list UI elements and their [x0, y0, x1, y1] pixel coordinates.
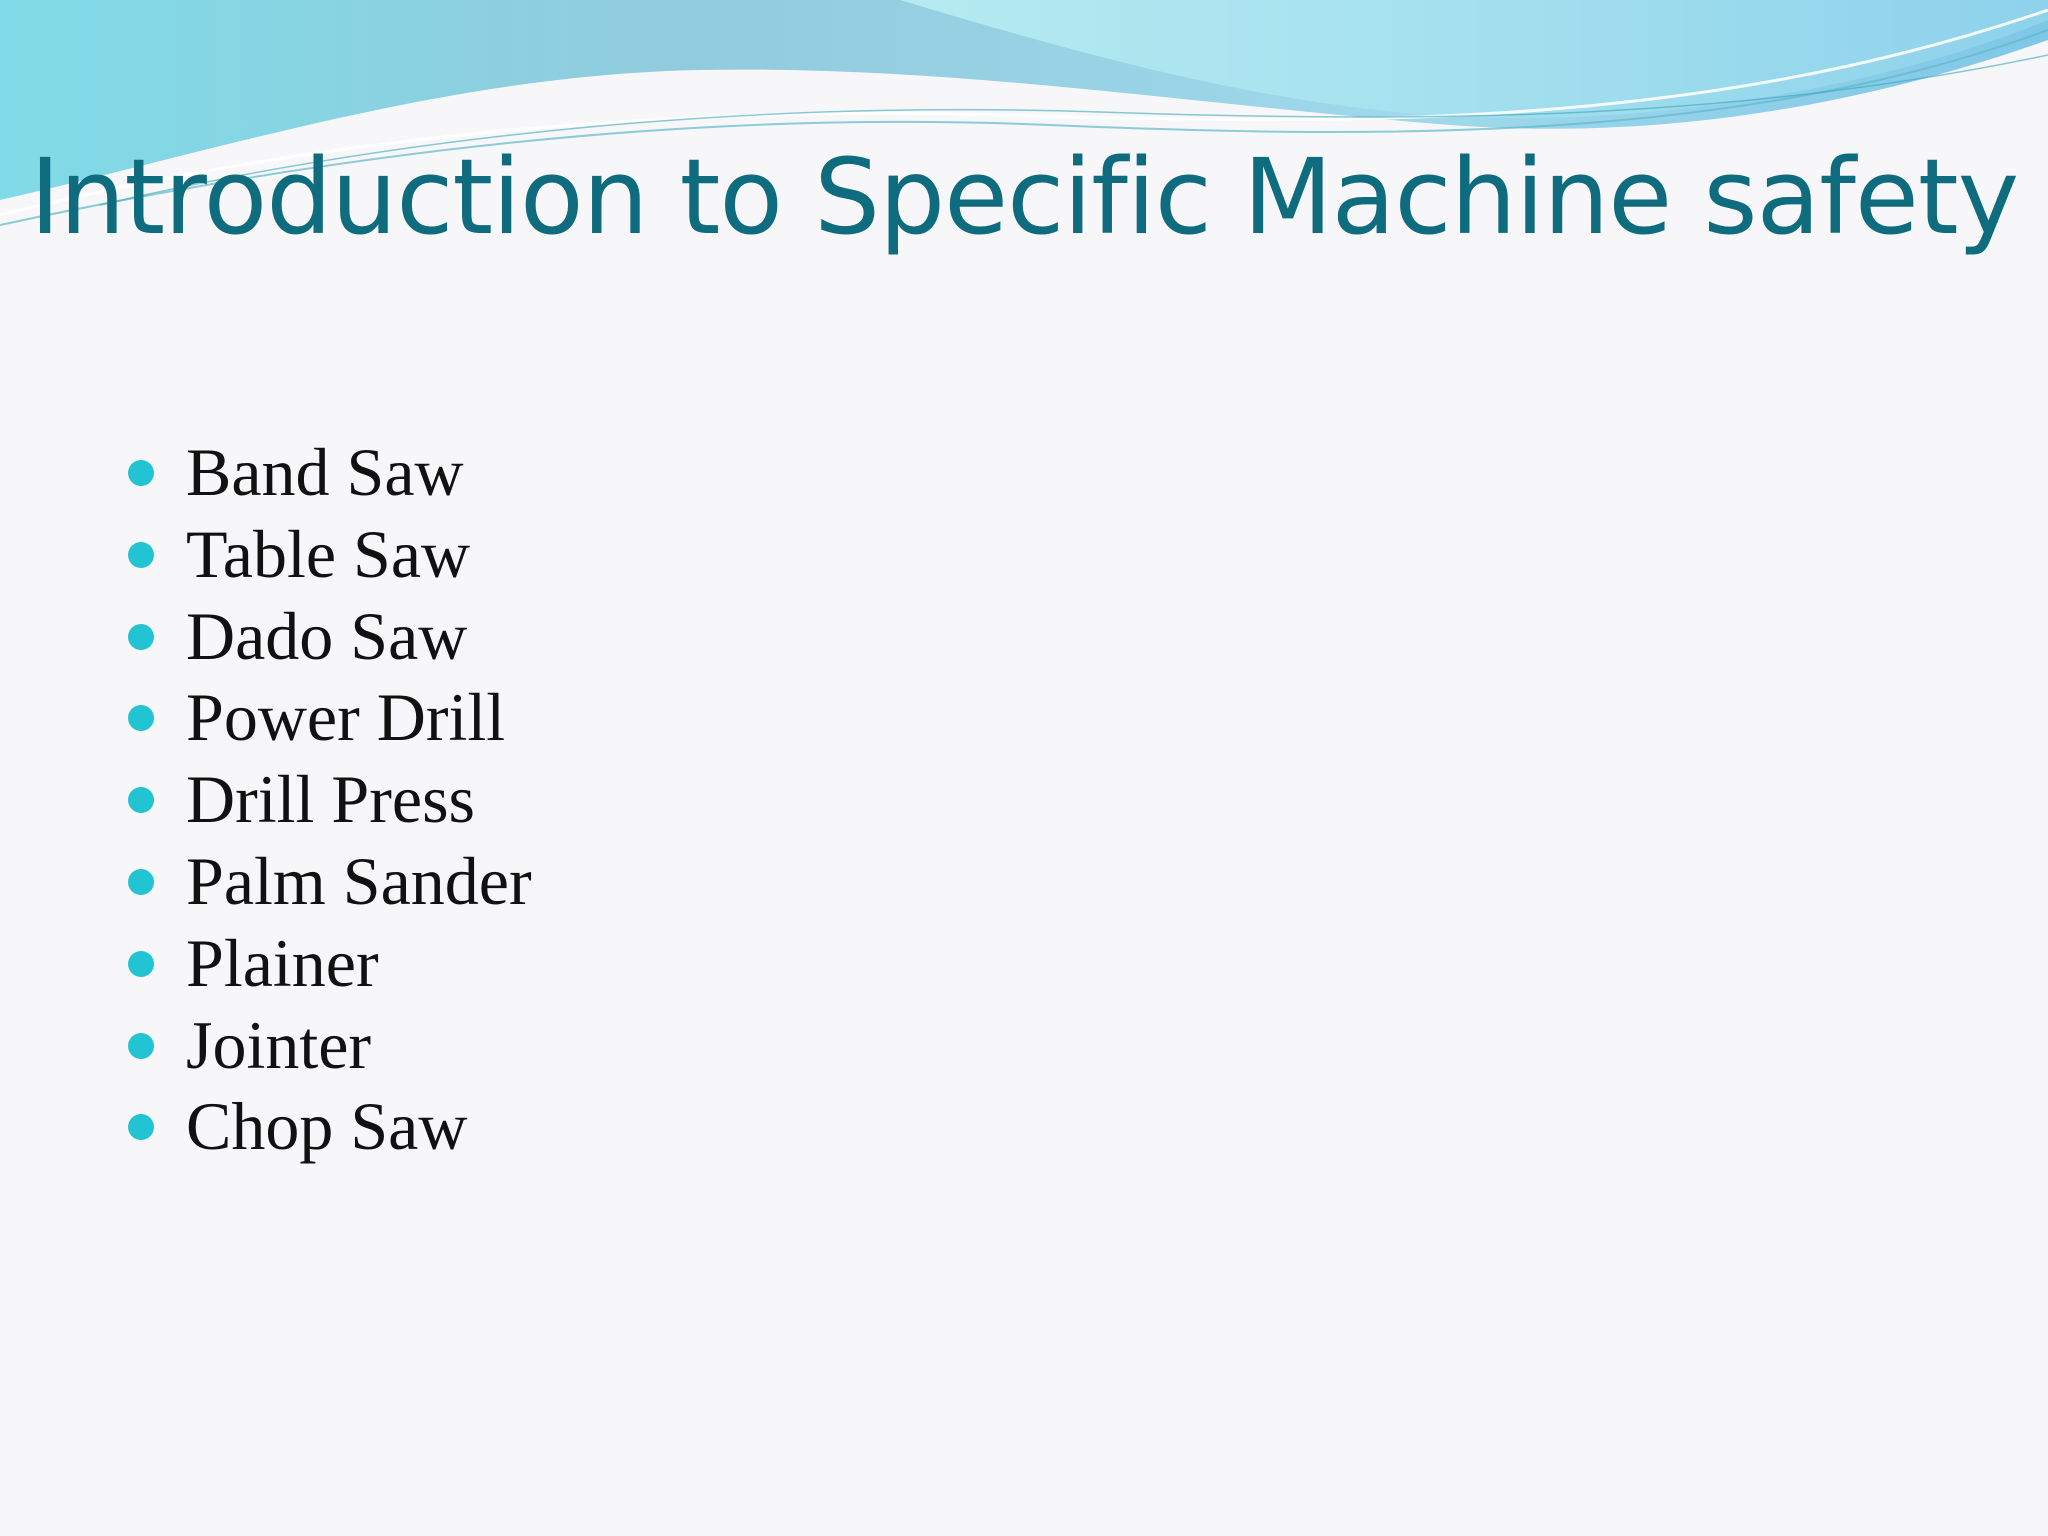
list-item-label: Drill Press — [186, 761, 475, 838]
list-item — [128, 759, 532, 841]
list-item — [128, 841, 532, 923]
bullet-icon — [128, 460, 154, 486]
list-item-label: Jointer — [186, 1006, 372, 1083]
list-item-label: Plainer — [186, 924, 379, 1001]
list-item — [128, 432, 532, 514]
list-item — [128, 677, 532, 759]
bullet-icon — [128, 869, 154, 895]
list-item — [128, 596, 532, 678]
bullet-icon — [128, 787, 154, 813]
list-item-label: Dado Saw — [186, 597, 468, 674]
list-item-label: Band Saw — [186, 434, 464, 510]
bullet-icon — [128, 542, 154, 568]
slide-title: Introduction to Specific Machine safety — [29, 136, 2019, 258]
bullet-icon — [128, 951, 154, 977]
list-item — [128, 514, 532, 596]
list-item — [128, 1086, 532, 1168]
list-item — [128, 1005, 532, 1087]
list-item — [128, 923, 532, 1005]
machine-list — [128, 432, 532, 1168]
list-item-label: Chop Saw — [186, 1088, 468, 1165]
bullet-icon — [128, 1033, 154, 1059]
list-item-label: Table Saw — [186, 515, 471, 592]
list-item-label: Power Drill — [186, 679, 506, 756]
bullet-icon — [128, 1114, 154, 1140]
list-item-label: Palm Sander — [186, 842, 532, 919]
bullet-icon — [128, 624, 154, 650]
bullet-icon — [128, 705, 154, 731]
